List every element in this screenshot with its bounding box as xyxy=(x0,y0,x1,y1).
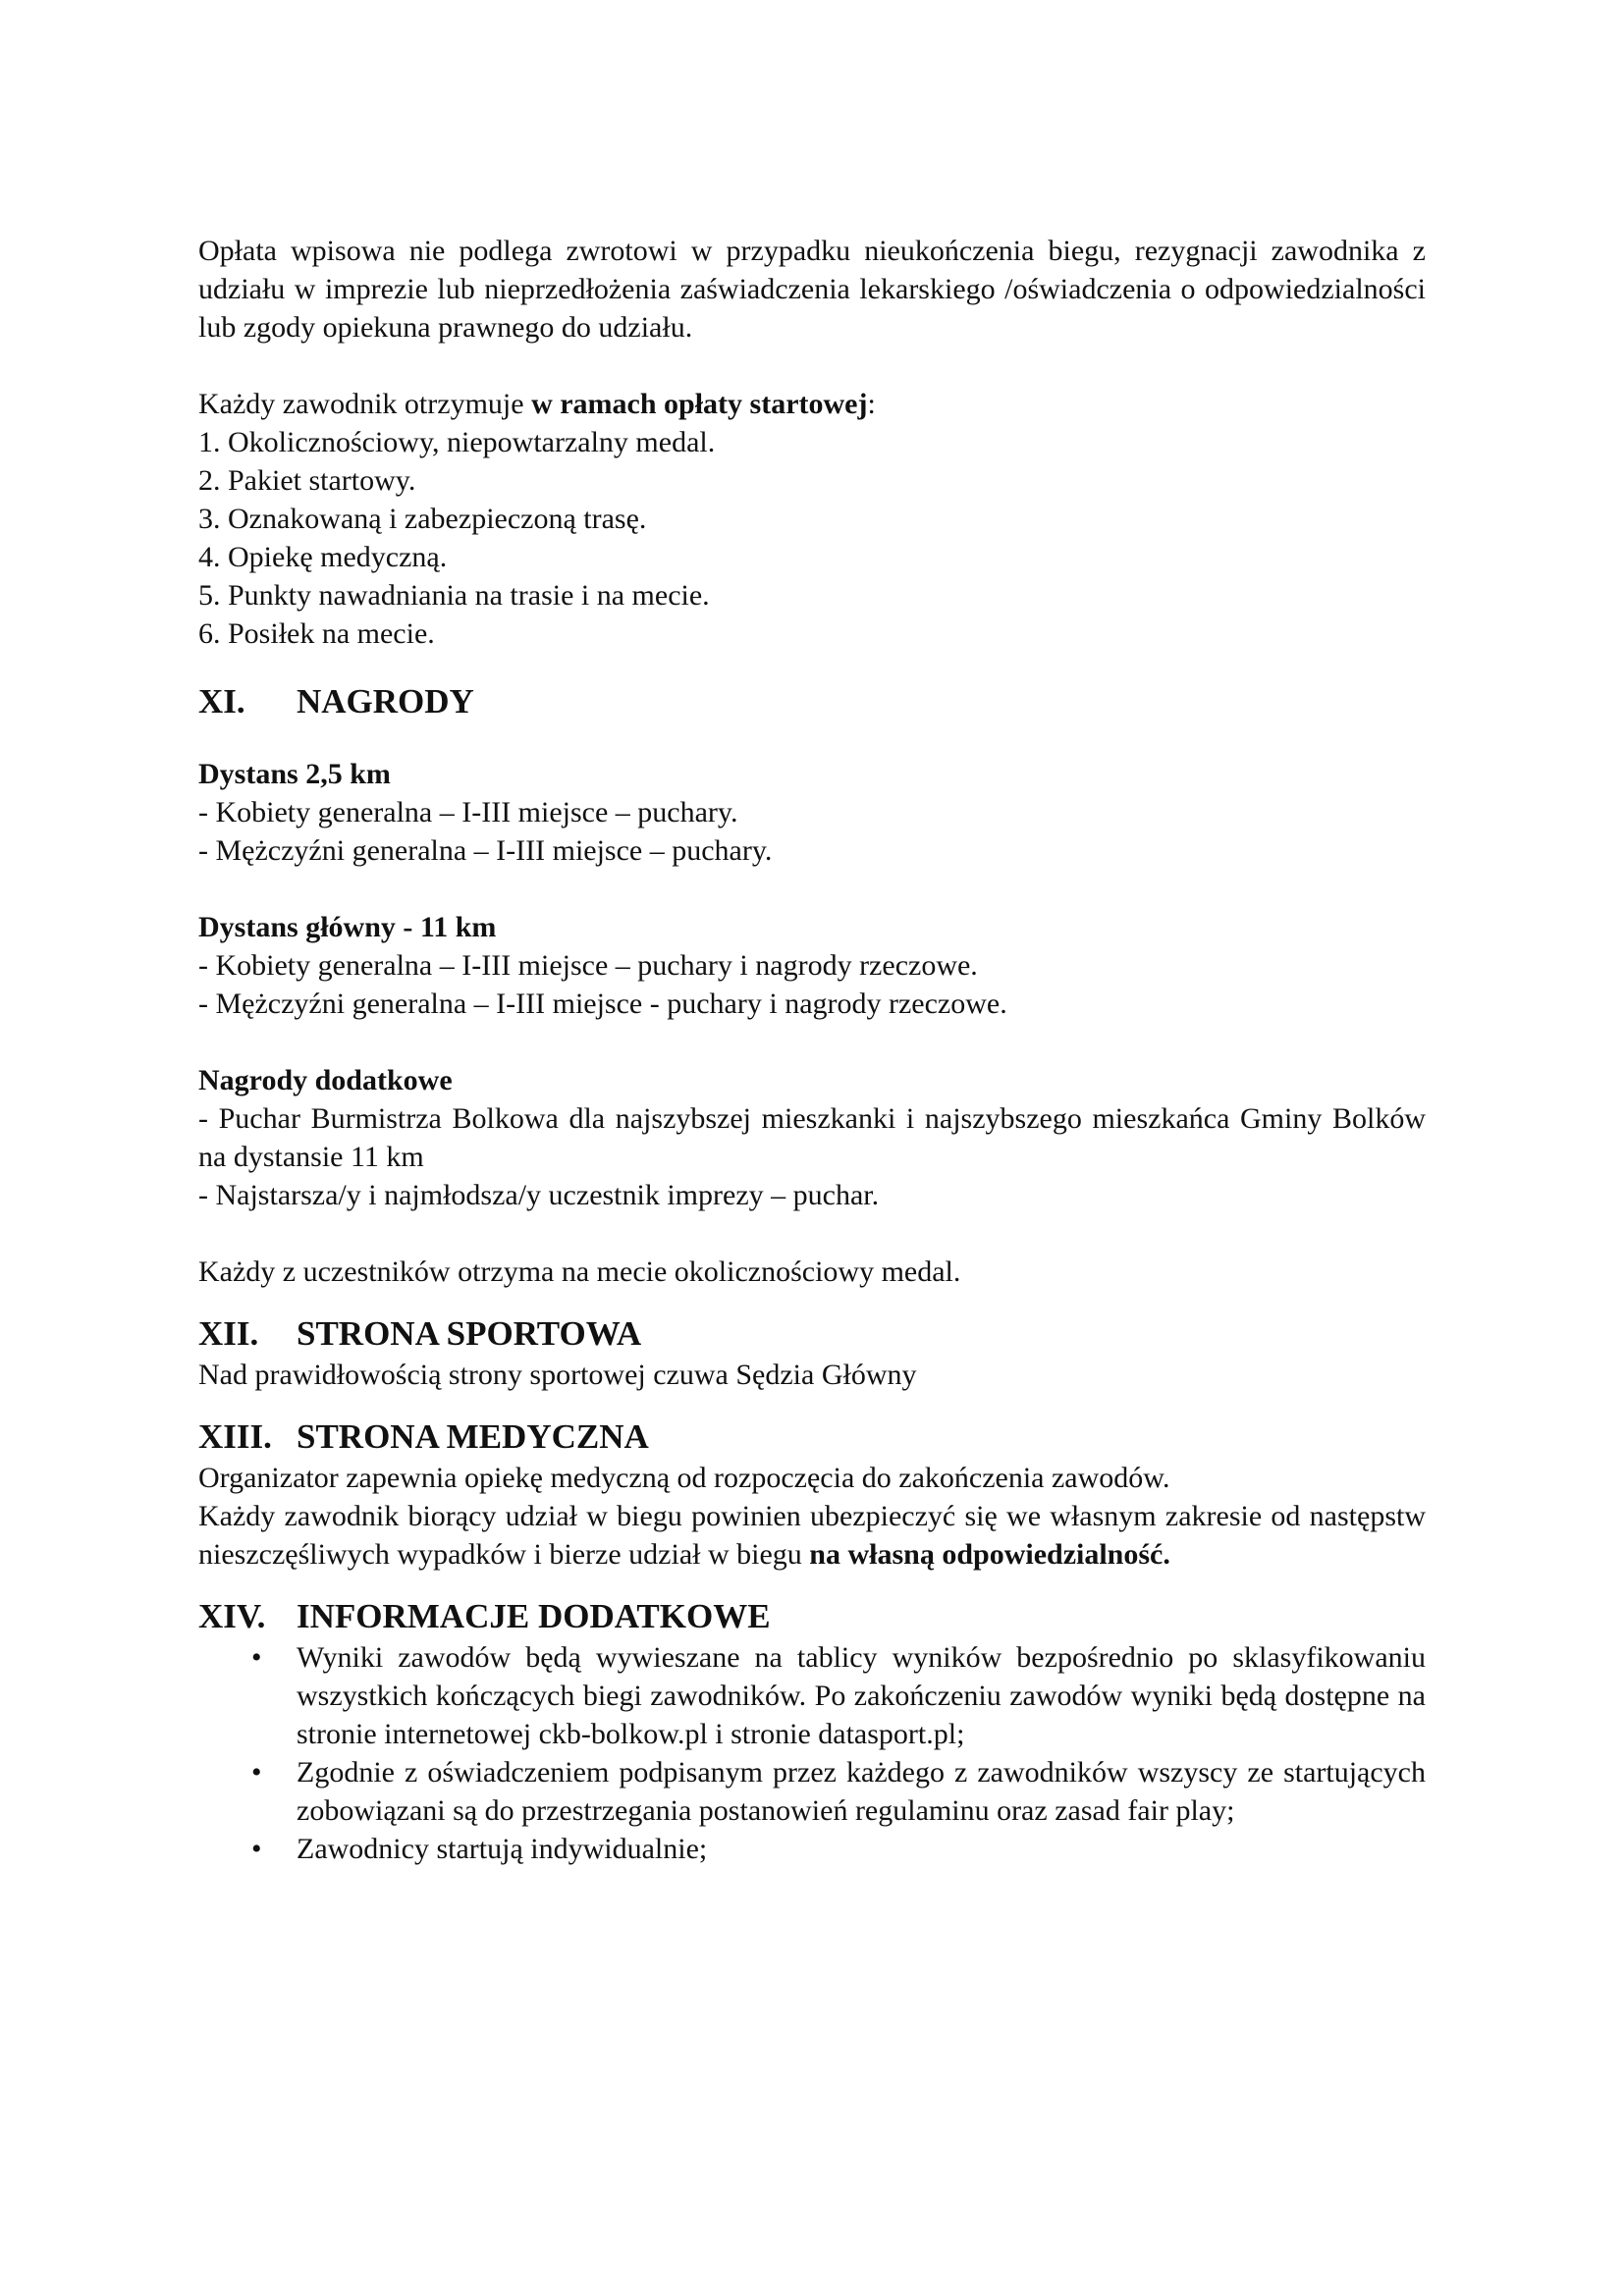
fee-lead-bold: w ramach opłaty startowej xyxy=(531,388,868,420)
medal-note: Każdy z uczestników otrzyma na mecie okolicznościowy medal. xyxy=(198,1255,961,1288)
spacer xyxy=(198,1394,1426,1415)
spacer xyxy=(198,1291,1426,1312)
fee-lead xyxy=(198,385,1426,423)
spacer xyxy=(198,653,1426,680)
fee-item: 6. Posiłek na mecie. xyxy=(198,617,435,650)
section-title: STRONA MEDYCZNA xyxy=(297,1417,649,1456)
refund-paragraph: Opłata wpisowa nie podlega zwrotowi w przypadku nieukończenia biegu, rezygnacji zawodnika z udziału w imprezie lub nieprzedłożenia zaświadczenia lekarskiego /oświadczenia o odpowiedzialności lub zgody opiekuna prawnego do udziału. xyxy=(198,235,1426,344)
fee-item: 2. Pakiet startowy. xyxy=(198,464,416,497)
prize-line: - Mężczyźni generalna – I-III miejsce – puchary. xyxy=(198,834,773,867)
fee-item: 4. Opiekę medyczną. xyxy=(198,541,448,573)
info-bullet: • Zawodnicy startują indywidualnie; xyxy=(297,1830,1426,1868)
info-bullet: • Zgodnie z oświadczeniem podpisanym przez każdego z zawodników wszyscy ze startujących zobowiązani są do przestrzegania postanowień regulaminu oraz zasad fair play; xyxy=(297,1753,1426,1830)
section-title: STRONA SPORTOWA xyxy=(297,1314,642,1353)
prize-line: - Puchar Burmistrza Bolkowa dla najszybszej mieszkanki i najszybszego mieszkańca Gminy Bolków na dystansie 11 km xyxy=(198,1102,1426,1173)
sportowa-text: Nad prawidłowością strony sportowej czuwa Sędzia Główny xyxy=(198,1359,917,1391)
section-number: XIV. xyxy=(198,1597,266,1635)
section-title: NAGRODY xyxy=(297,682,474,721)
subheading-extra: Nagrody dodatkowe xyxy=(198,1064,453,1096)
document-page xyxy=(198,232,1426,1868)
section-heading-sportowa xyxy=(198,1312,1426,1356)
spacer xyxy=(198,347,1426,385)
spacer xyxy=(198,1023,1426,1061)
section-number: XII. xyxy=(198,1314,259,1353)
section-heading-informacje xyxy=(198,1595,1426,1638)
spacer xyxy=(198,870,1426,908)
info-bullet: • Wyniki zawodów będą wywieszane na tablicy wyników bezpośrednio po sklasyfikowaniu wszystkich kończących biegi zawodników. Po zakończeniu zawodów wyniki będą dostępne na stronie internetowej ckb-bolkow.pl i stronie datasport.pl; xyxy=(297,1638,1426,1753)
prize-line: - Kobiety generalna – I-III miejsce – puchary. xyxy=(198,796,738,828)
fee-lead-end: : xyxy=(867,388,876,420)
subheading-dist-main: Dystans główny - 11 km xyxy=(198,911,497,943)
spacer xyxy=(198,1574,1426,1595)
fee-item: 1. Okolicznościowy, niepowtarzalny medal. xyxy=(198,426,716,458)
prize-line: - Kobiety generalna – I-III miejsce – puchary i nagrody rzeczowe. xyxy=(198,949,978,982)
section-number: XI. xyxy=(198,682,245,721)
fee-item: 5. Punkty nawadniania na trasie i na mecie. xyxy=(198,579,710,612)
medyczna-line2 xyxy=(198,1497,1426,1574)
section-number: XIII. xyxy=(198,1417,272,1456)
fee-item: 3. Oznakowaną i zabezpieczoną trasę. xyxy=(198,503,647,535)
prize-line: - Najstarsza/y i najmłodsza/y uczestnik imprezy – puchar. xyxy=(198,1179,880,1211)
section-heading-nagrody xyxy=(198,680,1426,723)
spacer xyxy=(198,1214,1426,1253)
info-bullet-list xyxy=(198,1638,1426,1868)
prize-line: - Mężczyźni generalna – I-III miejsce - puchary i nagrody rzeczowe. xyxy=(198,988,1007,1020)
subheading-dist-short: Dystans 2,5 km xyxy=(198,758,391,790)
section-heading-medyczna xyxy=(198,1415,1426,1459)
medyczna-line2-text: Każdy zawodnik biorący udział w biegu powinien ubezpieczyć się we własnym zakresie od następstw nieszczęśliwych wypadków i bierze udział w biegu xyxy=(198,1500,1426,1571)
fee-lead-text: Każdy zawodnik otrzymuje xyxy=(198,388,532,420)
medyczna-line2-bold: na własną odpowiedzialność. xyxy=(809,1538,1170,1571)
spacer xyxy=(198,723,1426,755)
section-title: INFORMACJE DODATKOWE xyxy=(297,1597,771,1635)
medyczna-line1: Organizator zapewnia opiekę medyczną od rozpoczęcia do zakończenia zawodów. xyxy=(198,1462,1170,1494)
